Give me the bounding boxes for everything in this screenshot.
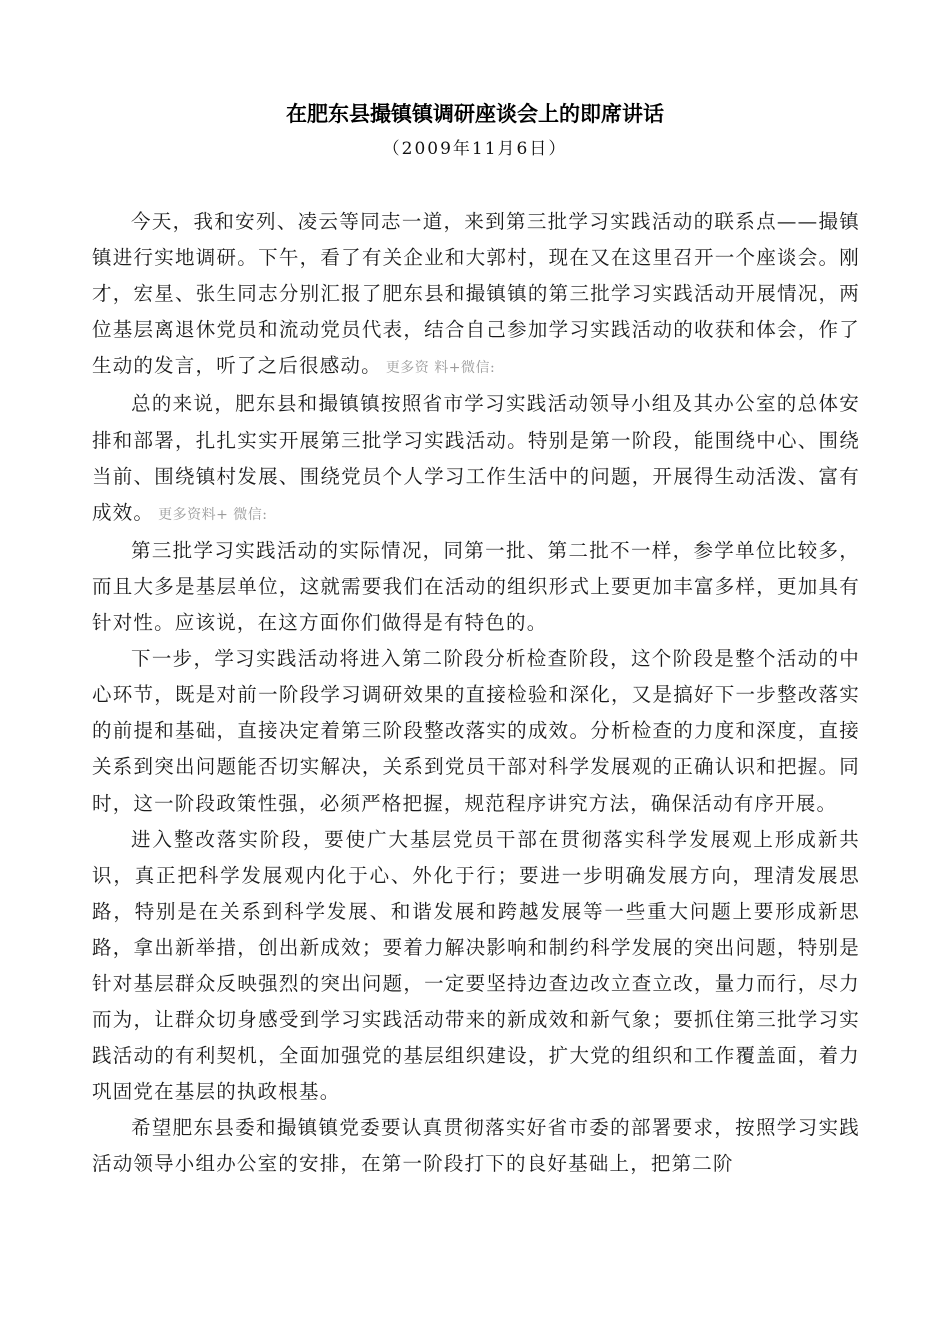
paragraph-4	[92, 641, 860, 821]
watermark-text: 更多资料+ 微信:	[158, 506, 268, 523]
paragraph-3	[92, 533, 860, 641]
watermark-text: 更多资 料+微信:	[385, 360, 496, 377]
document-body	[92, 204, 860, 1183]
paragraph-text: 今天，我和安列、凌云等同志一道，来到第三批学习实践活动的联系点——撮镇镇进行实地调研。下午，看了有关企业和大郭村，现在又在这里召开一个座谈会。刚才，宏星、张生同志分别汇报了肥东县和撮镇镇的第三批学习实践活动开展情况，两位基层离退休党员和流动党员代表，结合自己参加学习实践活动的收获和体会，作了生动的发言，听了之后很感动。	[92, 210, 860, 378]
document-title: 在肥东县撮镇镇调研座谈会上的即席讲话	[286, 101, 664, 126]
paragraph-text: 希望肥东县委和撮镇镇党委要认真贯彻落实好省市委的部署要求，按照学习实践活动领导小组办公室的安排，在第一阶段打下的良好基础上，把第二阶	[92, 1116, 860, 1176]
paragraph-text: 下一步，学习实践活动将进入第二阶段分析检查阶段，这个阶段是整个活动的中心环节，既是对前一阶段学习调研效果的直接检验和深化，又是搞好下一步整改落实的前提和基础，直接决定着第三阶段整改落实的成效。分析检查的力度和深度，直接关系到突出问题能否切实解决，关系到党员干部对科学发展观的正确认识和把握。同时，这一阶段政策性强，必须严格把握，规范程序讲究方法，确保活动有序开展。	[92, 647, 860, 815]
paragraph-2	[92, 386, 860, 532]
paragraph-1	[92, 204, 860, 386]
paragraph-text: 进入整改落实阶段，要使广大基层党员干部在贯彻落实科学发展观上形成新共识，真正把科学发展观内化于心、外化于行；要进一步明确发展方向，理清发展思路，特别是在关系到科学发展、和谐发展和跨越发展等一些重大问题上要形成新思路，拿出新举措，创出新成效；要着力解决影响和制约科学发展的突出问题，特别是针对基层群众反映强烈的突出问题，一定要坚持边查边改立查立改，量力而行，尽力而为，让群众切身感受到学习实践活动带来的新成效和新气象；要抓住第三批学习实践活动的有利契机，全面加强党的基层组织建设，扩大党的组织和工作覆盖面，着力巩固党在基层的执政根基。	[92, 827, 860, 1104]
paragraph-text: 第三批学习实践活动的实际情况，同第一批、第二批不一样，参学单位比较多，而且大多是基层单位，这就需要我们在活动的组织形式上要更加丰富多样，更加具有针对性。应该说，在这方面你们做得是有特色的。	[92, 538, 860, 635]
document-date: （2009年11月6日）	[382, 139, 568, 159]
paragraph-5	[92, 822, 860, 1111]
paragraph-text: 总的来说，肥东县和撮镇镇按照省市学习实践活动领导小组及其办公室的总体安排和部署，扎扎实实开展第三批学习实践活动。特别是第一阶段，能围绕中心、围绕当前、围绕镇村发展、围绕党员个人学习工作生活中的问题，开展得生动活泼、富有成效。	[92, 392, 860, 524]
paragraph-6	[92, 1110, 860, 1182]
